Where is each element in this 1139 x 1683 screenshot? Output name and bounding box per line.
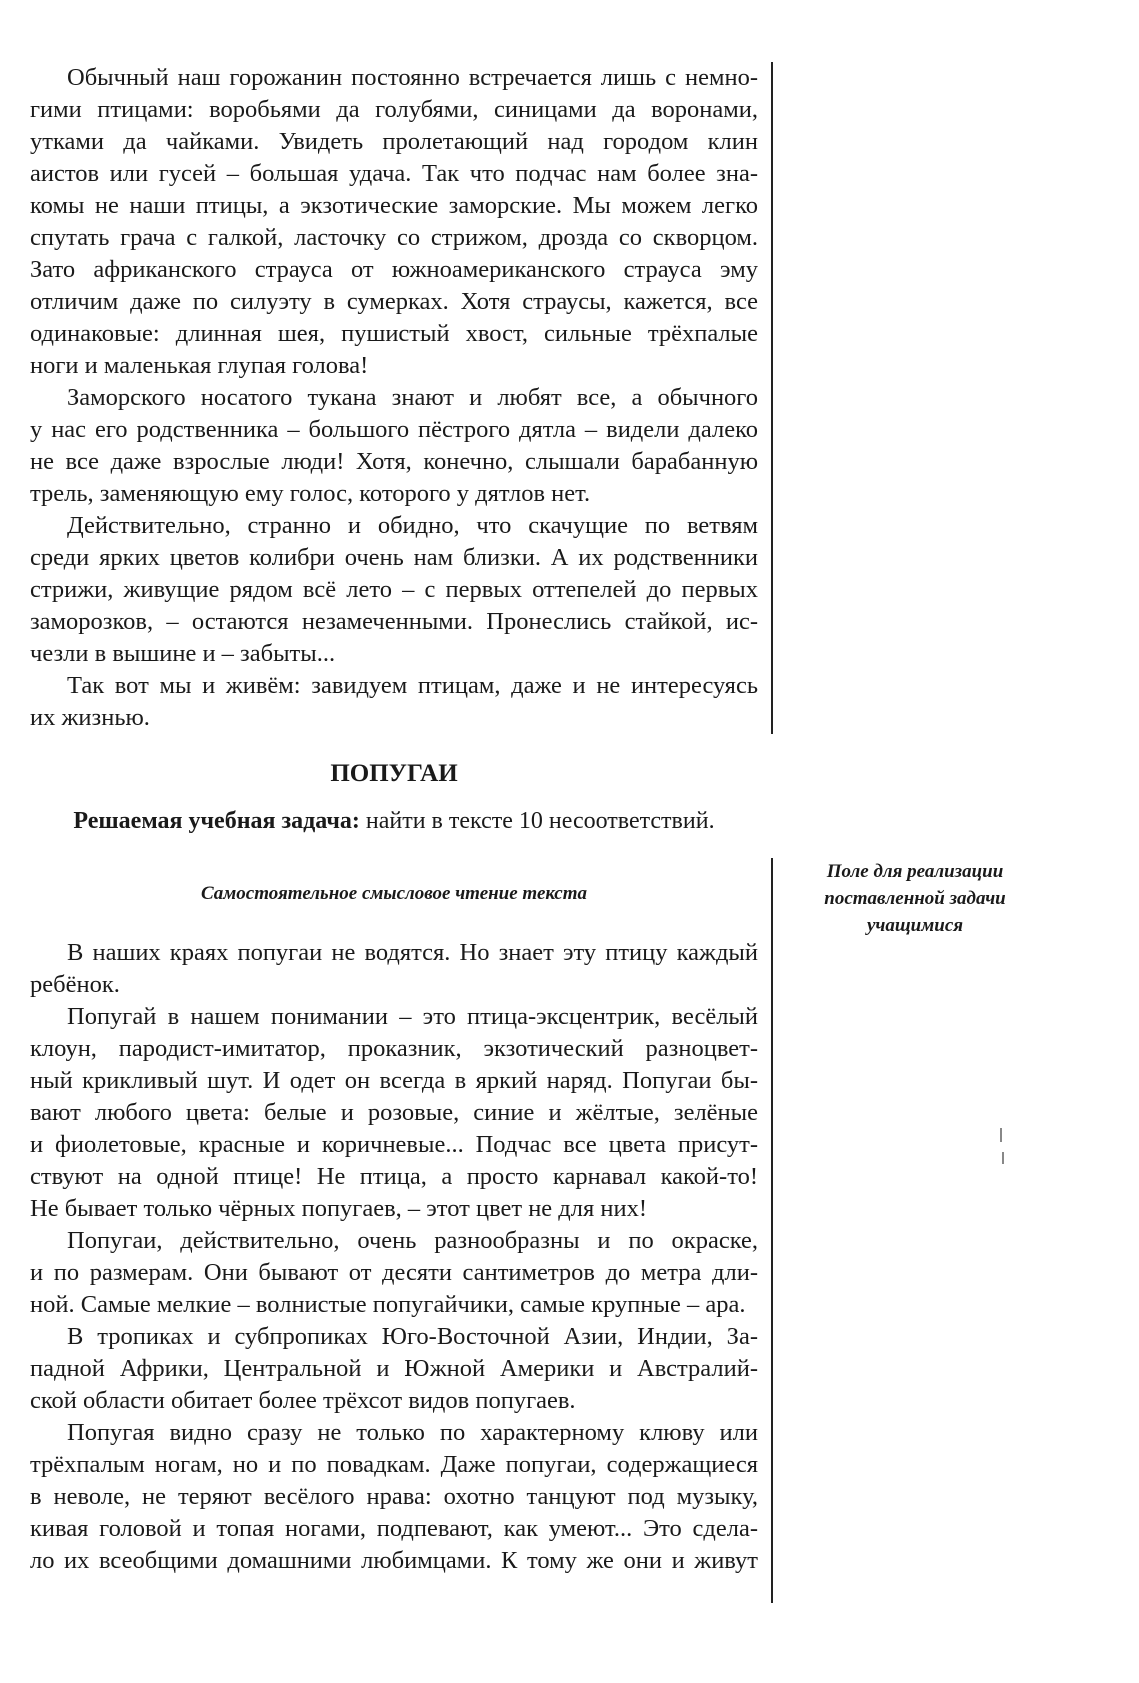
text-line: В тропиках и субпропиках Юго-Восточной Азии, Индии, За-	[67, 1323, 758, 1350]
text-line: ской области обитает более трёхсот видов попугаев.	[30, 1387, 576, 1414]
text-line: одинаковые: длинная шея, пушистый хвост, сильные трёхпалые	[30, 320, 758, 347]
text-line: стрижи, живущие рядом всё лето – с первых оттепелей до первых	[30, 576, 758, 603]
text-line: вают любого цвета: белые и розовые, синие и жёлтые, зелёные	[30, 1099, 758, 1126]
side-note-line: поставленной задачи	[824, 888, 1006, 909]
section-title: ПОПУГАИ	[330, 760, 458, 787]
text-line: ребёнок.	[30, 971, 120, 998]
text-line: комы не наши птицы, а экзотические заморские. Мы можем легко	[30, 192, 758, 219]
text-line: не все даже взрослые люди! Хотя, конечно, слышали барабанную	[30, 448, 758, 475]
text-line: Действительно, странно и обидно, что скачущие по ветвям	[67, 512, 758, 539]
text-line: отличим даже по силуэту в сумерках. Хотя страусы, кажется, все	[30, 288, 758, 315]
text-line: среди ярких цветов колибри очень нам близки. А их родственники	[30, 544, 758, 571]
text-line: Попугаи, действительно, очень разнообразны и по окраске,	[67, 1227, 758, 1254]
text-line: клоун, пародист-имитатор, проказник, экзотический разноцвет-	[30, 1035, 758, 1062]
text-line: ной. Самые мелкие – волнистые попугайчики, самые крупные – ара.	[30, 1291, 746, 1318]
text-line: ный крикливый шут. И одет он всегда в яркий наряд. Попугаи бы-	[30, 1067, 758, 1094]
text-line: Заморского носатого тукана знают и любят все, а обычного	[67, 384, 758, 411]
text-line: Обычный наш горожанин постоянно встречается лишь с немно-	[67, 64, 758, 91]
scan-mark	[1002, 1152, 1004, 1164]
text-line: падной Африки, Центральной и Южной Америки и Австралий-	[30, 1355, 758, 1382]
text-line: гими птицами: воробьями да голубями, синицами да воронами,	[30, 96, 758, 123]
task-text: найти в тексте 10 несоответствий.	[359, 808, 715, 834]
side-note-line: учащимися	[866, 915, 964, 936]
side-note	[790, 858, 1040, 939]
subheading: Самостоятельное смысловое чтение текста	[200, 883, 588, 904]
text-line: Зато африканского страуса от южноамериканского страуса эму	[30, 256, 758, 283]
task-label: Решаемая учебная задача:	[73, 808, 360, 834]
text-line: В наших краях попугаи не водятся. Но знает эту птицу каждый	[67, 939, 758, 966]
text-line: заморозков, – остаются незамеченными. Пронеслись стайкой, ис-	[30, 608, 758, 635]
text-line: у нас его родственника – большого пёстрого дятла – видели далеко	[30, 416, 758, 443]
text-line: трёхпалым ногам, но и по повадкам. Даже попугаи, содержащиеся	[30, 1451, 758, 1478]
text-line: утками да чайками. Увидеть пролетающий над городом клин	[30, 128, 758, 155]
side-note-line: Поле для реализации	[826, 861, 1004, 882]
text-line: трель, заменяющую ему голос, которого у дятлов нет.	[30, 480, 591, 507]
text-line: и по размерам. Они бывают от десяти сантиметров до метра дли-	[30, 1259, 758, 1286]
text-line: ствуют на одной птице! Не птица, а просто карнавал какой-то!	[30, 1163, 758, 1190]
text-line: спутать грача с галкой, ласточку со стрижом, дрозда со скворцом.	[30, 224, 758, 251]
column-divider-top	[771, 62, 773, 734]
scan-mark	[1000, 1128, 1002, 1142]
text-line: их жизнью.	[30, 704, 150, 731]
text-line: Попугая видно сразу не только по характерному клюву или	[67, 1419, 758, 1446]
task-statement	[30, 808, 758, 835]
column-divider	[771, 858, 773, 1603]
text-line: Так вот мы и живём: завидуем птицам, даже и не интересуясь	[67, 672, 758, 699]
text-line: ноги и маленькая глупая голова!	[30, 352, 369, 379]
text-line: кивая головой и топая ногами, подпевают, как умеют... Это сдела-	[30, 1515, 758, 1542]
text-line: в неволе, не теряют весёлого нрава: охотно танцуют под музыку,	[30, 1483, 758, 1510]
text-line: ло их всеобщими домашними любимцами. К тому же они и живут	[30, 1547, 758, 1574]
text-line: аистов или гусей – большая удача. Так что подчас нам более зна-	[30, 160, 758, 187]
text-line: чезли в вышине и – забыты...	[30, 640, 336, 667]
text-line: Не бывает только чёрных попугаев, – этот цвет не для них!	[30, 1195, 648, 1222]
text-line: и фиолетовые, красные и коричневые... Подчас все цвета присут-	[30, 1131, 758, 1158]
text-line: Попугай в нашем понимании – это птица-эксцентрик, весёлый	[67, 1003, 758, 1030]
